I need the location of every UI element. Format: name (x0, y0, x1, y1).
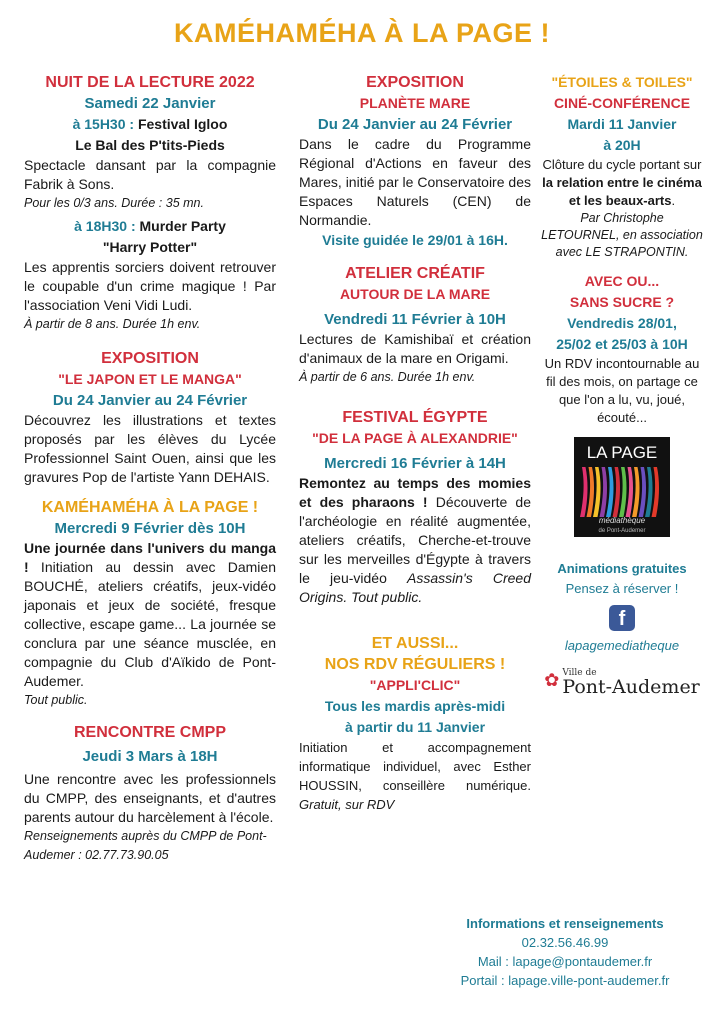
section-note: À partir de 6 ans. Durée 1h env. (299, 370, 476, 384)
section-date: Vendredis 28/01, (567, 315, 677, 331)
section-description: Un RDV incontournable au fil des mois, on partage ce que l'on a lu, vu, joué, écouté... (544, 356, 700, 425)
section-nuit-lecture (24, 72, 276, 334)
event-time-line (24, 114, 276, 135)
town-label-small: Ville de (562, 668, 597, 678)
page-title: KAMÉHAMÉHA À LA PAGE ! (174, 18, 550, 48)
info-phone[interactable]: 02.32.56.46.99 (521, 935, 609, 950)
section-note: Tout public. (24, 693, 88, 707)
section-festival-egypte (299, 407, 531, 607)
logo-stripe (632, 467, 640, 517)
section-etoiles-toiles (540, 72, 704, 261)
section-subheading: "DE LA PAGE À ALEXANDRIE" (312, 430, 518, 446)
description-bold: Remontez au temps des momies et des pharaons ! (299, 475, 531, 510)
section-date: Mardi 11 Janvier (567, 116, 677, 132)
section-date: Mercredi 9 Février dès 10H (54, 520, 246, 537)
section-description (24, 539, 276, 691)
logo-stripe (652, 467, 660, 517)
section-et-aussi (299, 633, 531, 814)
description-text: Initiation et accompagnement informatique individuel, avec Esther HOUSSIN, conseillère numérique. (299, 740, 531, 793)
info-block (420, 914, 710, 990)
section-heading: EXPOSITION (101, 350, 199, 367)
info-heading: Informations et renseignements (466, 916, 664, 931)
section-description: Lectures de Kamishibaï et création d'animaux de la mare en Origami. (299, 331, 531, 366)
column-left (24, 72, 276, 875)
section-atelier-creatif (299, 263, 531, 387)
event-subtitle: "Harry Potter" (102, 239, 198, 255)
description-text: Clôture du cycle portant sur (542, 157, 702, 172)
flower-icon: ✿ (544, 669, 560, 690)
section-note: Par Christophe LETOURNEL, en association avec LE STRAPONTIN. (541, 211, 703, 259)
section-heading: FESTIVAL ÉGYPTE (342, 409, 488, 426)
event-note: Pour les 0/3 ans. Durée : 35 mn. (24, 196, 204, 210)
description-text-end: . (671, 193, 676, 208)
section-heading-line2: SANS SUCRE ? (569, 294, 675, 310)
section-date-line2: à 20H (603, 137, 641, 153)
section-heading: NUIT DE LA LECTURE 2022 (45, 74, 255, 91)
section-heading: RENCONTRE CMPP (73, 724, 226, 741)
section-subheading: AUTOUR DE LA MARE (339, 286, 491, 302)
section-date: Tous les mardis après-midi (324, 698, 506, 714)
logo-subtitle: médiathèque (598, 516, 646, 525)
section-date: Jeudi 3 Mars à 18H (82, 748, 218, 765)
section-description (540, 156, 704, 210)
free-animations-heading: Animations gratuites (557, 561, 687, 576)
description-text: Initiation au dessin avec Damien BOUCHÉ, ateliers créatifs, jeux-vidéo japonais et jeux de société, fresque collective, escape game... La journée se conclura par une séance musclée, en compagnie du Club d'Aïkido de Pont-Audemer. (24, 559, 276, 689)
section-date: Du 24 Janvier au 24 Février (52, 392, 248, 409)
section-description: Une rencontre avec les professionnels du CMPP, des enseignants, et d'autres parents autour du harcèlement à l'école. (24, 771, 276, 825)
section-subheading: PLANÈTE MARE (359, 95, 471, 111)
description-text: Découverte de l'archéologie en réalité augmentée, ateliers créatifs, Cherche-et-trouve sur les merveilles d'Égypte à travers le jeu-vidéo (299, 494, 531, 586)
section-subheading: "APPLI'CLIC" (369, 677, 461, 693)
section-heading: ET AUSSI... (371, 635, 459, 652)
event-time-line (24, 216, 276, 237)
description-italic: Assassin's Creed Origins. Tout public. (299, 570, 531, 605)
section-date: Du 24 Janvier au 24 Février (317, 116, 513, 133)
logo-stripe (593, 467, 601, 517)
guided-visit: Visite guidée le 29/01 à 16H. (322, 232, 508, 248)
section-expo-japon (24, 348, 276, 487)
logo-stripe (645, 467, 653, 517)
section-avec-sans-sucre (540, 271, 704, 427)
info-portal[interactable]: Portail : lapage.ville-pont-audemer.fr (460, 973, 670, 988)
event-description: Spectacle dansant par la compagnie Fabrik à Sons. (24, 157, 276, 192)
section-description: Découvrez les illustrations et textes proposés par les élèves du Lycée Professionnel Saint Ouen, ainsi que les gravures Pop de l'artiste Yann DEHAIS. (24, 412, 276, 485)
town-logo (540, 666, 704, 698)
section-expo-mare (299, 72, 531, 251)
la-page-logo (574, 437, 670, 537)
section-heading: EXPOSITION (366, 74, 464, 91)
event-note: À partir de 8 ans. Durée 1h env. (24, 317, 201, 331)
section-note: Renseignements auprès du CMPP de Pont-Audemer : 02.77.73.90.05 (24, 829, 267, 862)
event-subtitle: Le Bal des P'tits-Pieds (75, 137, 225, 153)
reserve-notice: Pensez à réserver ! (565, 581, 679, 596)
section-date: Vendredi 11 Février à 10H (324, 311, 506, 328)
column-right (540, 72, 704, 698)
section-heading: AVEC OU... (584, 273, 660, 289)
section-description: Dans le cadre du Programme Régional d'Actions en faveur des Mares, initié par le Conservatoire des Espaces Naturels (CEN) de Normandie. (299, 136, 531, 228)
section-heading-line2: NOS RDV RÉGULIERS ! (324, 656, 506, 673)
description-bold: Une journée dans l'univers du manga ! (24, 540, 276, 575)
section-heading: ATELIER CRÉATIF (345, 265, 485, 282)
event-name: Festival Igloo (137, 116, 228, 132)
logo-stripe (613, 467, 621, 517)
logo-stripe (606, 467, 614, 517)
section-date-line2: 25/02 et 25/03 à 10H (556, 336, 688, 352)
section-date-line2: à partir du 11 Janvier (344, 719, 486, 735)
logo-stripe (587, 467, 595, 517)
facebook-handle[interactable]: lapagemediatheque (564, 638, 680, 653)
section-kamehameha (24, 497, 276, 710)
section-date: Mercredi 16 Février à 14H (324, 455, 506, 472)
event-time: à 18H30 : (74, 218, 140, 234)
section-cmpp (24, 722, 276, 865)
info-mail[interactable]: Mail : lapage@pontaudemer.fr (477, 954, 653, 969)
logo-subtitle-2: de Pont-Audemer (598, 528, 646, 534)
logo-stripe (580, 467, 588, 517)
column-middle (299, 72, 531, 824)
section-description (299, 738, 531, 814)
section-heading: "ÉTOILES & TOILES" (551, 74, 693, 90)
event-time: à 15H30 : (72, 116, 138, 132)
logo-stripe (600, 467, 608, 517)
section-description (299, 474, 531, 607)
event-description: Les apprentis sorciers doivent retrouver le coupable d'un crime magique ! Par l'association Veni Vidi Ludi. (24, 259, 276, 313)
logo-title: LA PAGE (586, 443, 658, 462)
logo-stripe (639, 467, 647, 517)
description-italic: Gratuit, sur RDV (299, 797, 395, 812)
logo-stripe (619, 467, 627, 517)
event-name: Murder Party (139, 218, 226, 234)
facebook-icon[interactable]: f (609, 605, 635, 631)
description-bold: la relation entre le cinéma et les beaux-arts (542, 175, 702, 208)
section-subheading: CINÉ-CONFÉRENCE (553, 95, 691, 111)
section-date: Samedi 22 Janvier (84, 95, 216, 112)
logo-stripe (626, 467, 634, 517)
section-subheading: "LE JAPON ET LE MANGA" (58, 371, 242, 387)
section-heading: KAMÉHAMÉHA À LA PAGE ! (41, 499, 259, 516)
town-label-big: Pont-Audemer (562, 676, 700, 698)
